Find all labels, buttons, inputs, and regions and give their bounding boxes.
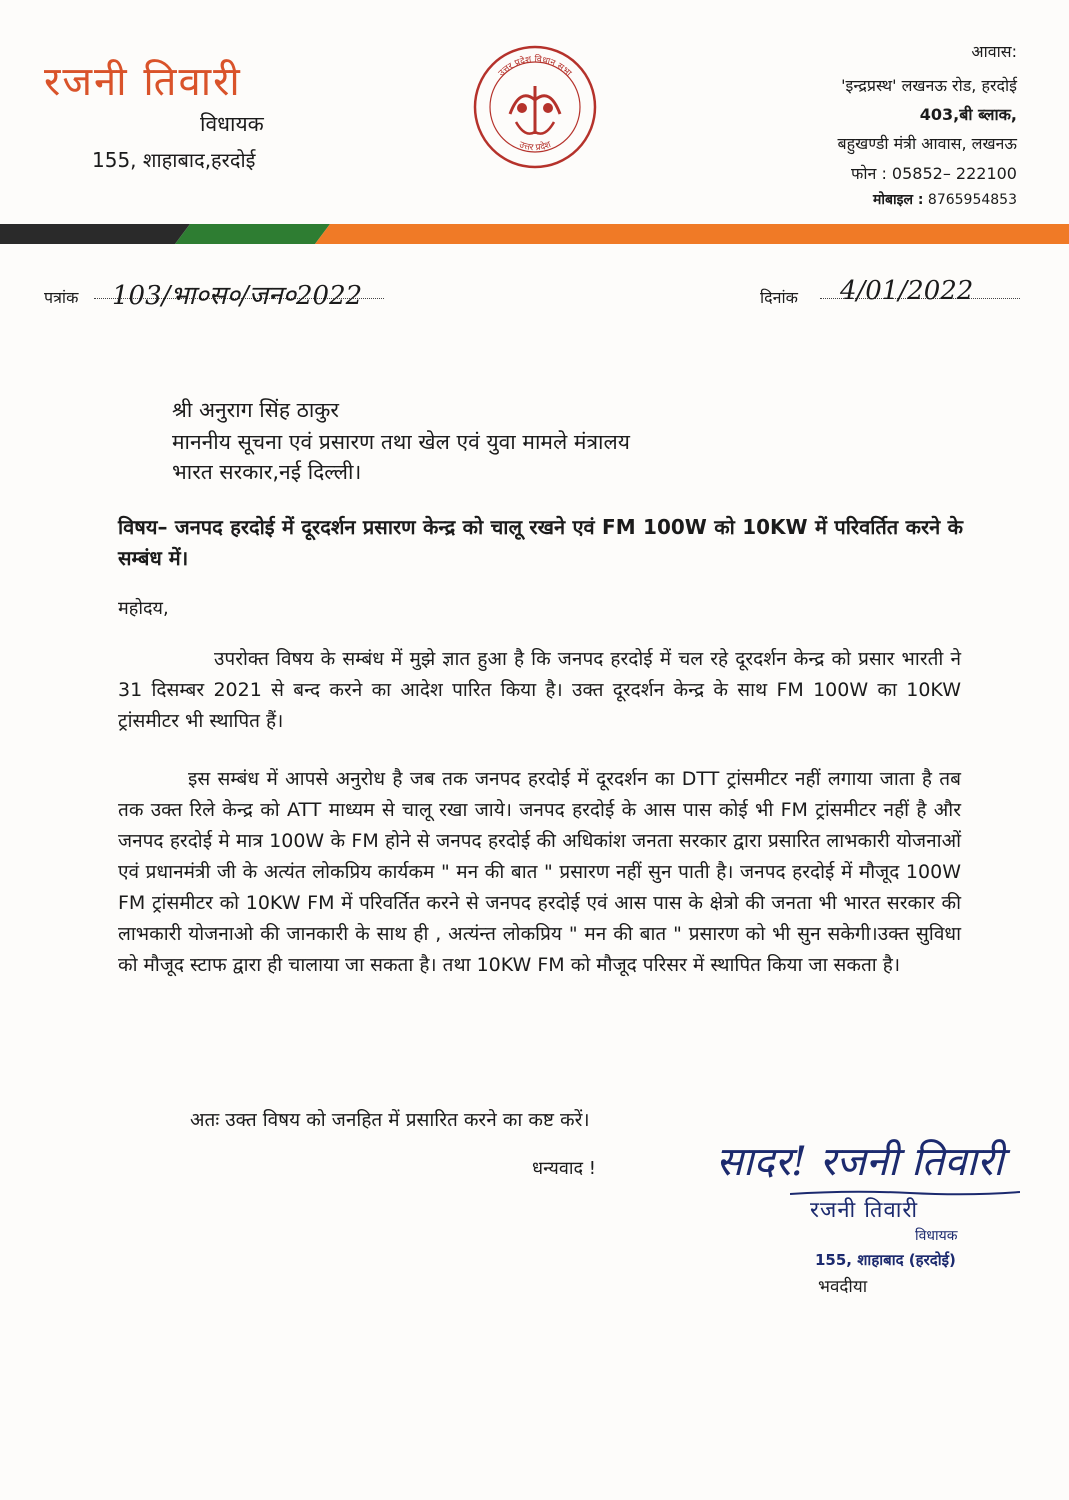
letterhead-title: विधायक bbox=[200, 112, 264, 136]
band-green-segment bbox=[175, 224, 330, 244]
band-dark-segment bbox=[0, 224, 190, 244]
mobile-label: मोबाइल : bbox=[873, 192, 924, 208]
legislative-assembly-seal-icon bbox=[470, 42, 600, 172]
letterhead-name: रजनी तिवारी bbox=[44, 59, 242, 105]
signature-closing: भवदीया bbox=[818, 1277, 868, 1297]
addressee-ministry: माननीय सूचना एवं प्रसारण तथा खेल एवं युवा मामले मंत्रालय bbox=[172, 430, 630, 454]
phone-number: फोन : 05852– 222100 bbox=[851, 164, 1017, 183]
address-line-1: 'इन्द्रप्रस्थ' लखनऊ रोड, हरदोई bbox=[841, 76, 1017, 95]
svg-text:उत्तर प्रदेश bbox=[518, 140, 554, 154]
seal-text-bottom: उत्तर प्रदेश bbox=[517, 140, 553, 154]
signatory-name: रजनी तिवारी bbox=[810, 1198, 919, 1223]
handwritten-signature: सादर! रजनी तिवारी bbox=[716, 1139, 1004, 1185]
addressee-name: श्री अनुराग सिंह ठाकुर bbox=[172, 398, 340, 422]
address-line-2: 403,बी ब्लाक, bbox=[919, 105, 1017, 124]
mobile-number: 8765954853 bbox=[927, 192, 1017, 208]
closing-request: अतः उक्त विषय को जनहित में प्रसारित करने का कष्ट करें। bbox=[190, 1109, 590, 1131]
date-label: दिनांक bbox=[760, 288, 798, 307]
signatory-constituency: 155, शाहाबाद (हरदोई) bbox=[815, 1251, 956, 1269]
mobile-line bbox=[873, 190, 1017, 209]
address-label: आवास: bbox=[971, 42, 1017, 61]
reference-number: 103/भा०स०/जन०2022 bbox=[112, 281, 363, 311]
salutation: महोदय, bbox=[118, 598, 169, 619]
svg-text:उत्तर प्रदेश विधान सभा bbox=[497, 53, 574, 79]
body-paragraph: इस सम्बंध में आपसे अनुरोध है जब तक जनपद हरदोई में दूरदर्शन का DTT ट्रांसमीटर नहीं लगाया जाता है तब तक उक्त रिले केन्द्र को ATT माध्यम से चालू रखा जाये। जनपद हरदोई के आस पास कोई भी FM ट्रांसमीटर नहीं है और जनपद हरदोई मे मात्र 100W के FM होने से जनपद हरदोई की अधिकांश जनता सरकार द्वारा प्रसारित लाभकारी योजनाओं एवं प्रधानमंत्री जी के अत्यंत लोकप्रिय कार्यकम " मन की बात " प्रसारण नहीं सुन पाती है। जनपद हरदोई में मौजूद 100W FM ट्रांसमीटर को 10KW FM में परिवर्तित करने से जनपद हरदोई एवं आस पास के क्षेत्रो की जनता भी भारत सरकार की लाभकारी योजनाओ की जानकारी के साथ ही , अत्यंन्त लोकप्रिय " मन की बात " प्रसारण को भी सुन सकेगी।उक्त सुविधा को मौजूद स्टाफ द्वारा ही चालाया जा सकता है। तथा 10KW FM को मौजूद परिसर में स्थापित किया जा सकता है। bbox=[118, 768, 961, 976]
letterhead-constituency: 155, शाहाबाद,हरदोई bbox=[92, 148, 256, 172]
seal-text-top: उत्तर प्रदेश विधान सभा bbox=[496, 54, 573, 79]
reference-label: पत्रांक bbox=[44, 288, 79, 307]
letterhead-color-band bbox=[0, 224, 1069, 244]
body-paragraph: उपरोक्त विषय के सम्बंध में मुझे ज्ञात हुआ है कि जनपद हरदोई में चल रहे दूरदर्शन केन्द्र को प्रसार भारती ने 31 दिसम्बर 2021 से बन्द करने का आदेश पारित किया है। उक्त दूरदर्शन केन्द्र के साथ FM 100W का 10KW ट्रांसमीटर भी स्थापित हैं। bbox=[118, 648, 961, 732]
signatory-title: विधायक bbox=[915, 1228, 958, 1244]
thanks-text: धन्यवाद ! bbox=[532, 1158, 596, 1179]
addressee-location: भारत सरकार,नई दिल्ली। bbox=[172, 460, 362, 484]
address-line-3: बहुखण्डी मंत्री आवास, लखनऊ bbox=[837, 134, 1017, 153]
letter-subject: विषय– जनपद हरदोई में दूरदर्शन प्रसारण केन्द्र को चालू रखने एवं FM 100W को 10KW में परिवर्तित करने के सम्बंध में। bbox=[118, 515, 963, 570]
band-orange-segment bbox=[315, 224, 1069, 244]
date-value: 4/01/2022 bbox=[840, 276, 974, 306]
